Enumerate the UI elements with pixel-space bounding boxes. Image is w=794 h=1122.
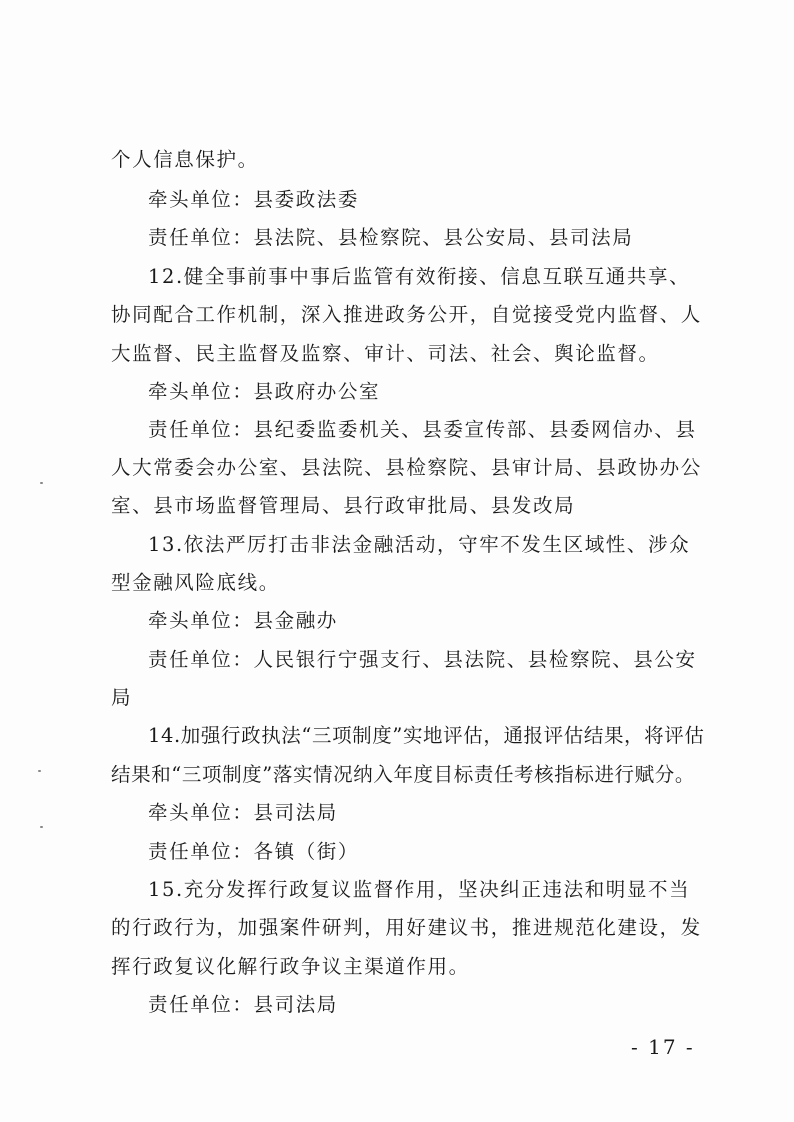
responsible-unit-line: 责任单位：人民银行宁强支行、县法院、县检察院、县公安 [148,648,697,671]
item-14-line-1: 14.加强行政执法“三项制度”实地评估，通报评估结果，将评估 [148,724,705,747]
item-13-line-2: 型金融风险底线。 [111,571,280,594]
responsible-unit-line: 责任单位：县司法局 [148,993,338,1016]
item-13-line-1: 13.依法严厉打击非法金融活动，守牢不发生区域性、涉众 [148,533,691,556]
responsible-unit-line: 责任单位：县法院、县检察院、县公安局、县司法局 [148,226,634,249]
responsible-unit-line-cont: 室、县市场监督管理局、县行政审批局、县发改局 [111,494,576,517]
item-12-line-2: 协同配合工作机制，深入推进政务公开，自觉接受党内监督、人 [111,303,702,326]
item-12-line-3: 大监督、民主监督及监察、审计、司法、社会、舆论监督。 [111,342,660,365]
responsible-unit-line-cont: 人大常委会办公室、县法院、县检察院、县审计局、县政协办公 [111,456,702,479]
lead-unit-line: 牵头单位：县政府办公室 [148,380,381,403]
responsible-unit-line: 责任单位：各镇（街） [148,840,360,863]
page-number: - 17 - [631,1035,695,1059]
item-15-line-1: 15.充分发挥行政复议监督作用，坚决纠正违法和明显不当 [148,878,691,901]
item-12-line-1: 12.健全事前事中事后监管有效衔接、信息互联互通共享、 [148,265,691,288]
lead-unit-line: 牵头单位：县司法局 [148,801,338,824]
item-15-line-2: 的行政行为，加强案件研判，用好建议书，推进规范化建设，发 [111,916,702,939]
scan-speck [40,826,43,828]
item-15-line-3: 挥行政复议化解行政争议主渠道作用。 [111,955,470,978]
lead-unit-line: 牵头单位：县委政法委 [148,188,360,211]
text-line-continuation: 个人信息保护。 [111,148,259,171]
item-14-line-2: 结果和“三项制度”落实情况纳入年度目标责任考核指标进行赋分。 [111,763,695,786]
scan-speck [40,482,43,484]
lead-unit-line: 牵头单位：县金融办 [148,609,338,632]
scan-speck [38,770,41,772]
responsible-unit-line: 责任单位：县纪委监委机关、县委宣传部、县委网信办、县 [148,418,697,441]
responsible-unit-line-cont: 局 [111,686,133,709]
